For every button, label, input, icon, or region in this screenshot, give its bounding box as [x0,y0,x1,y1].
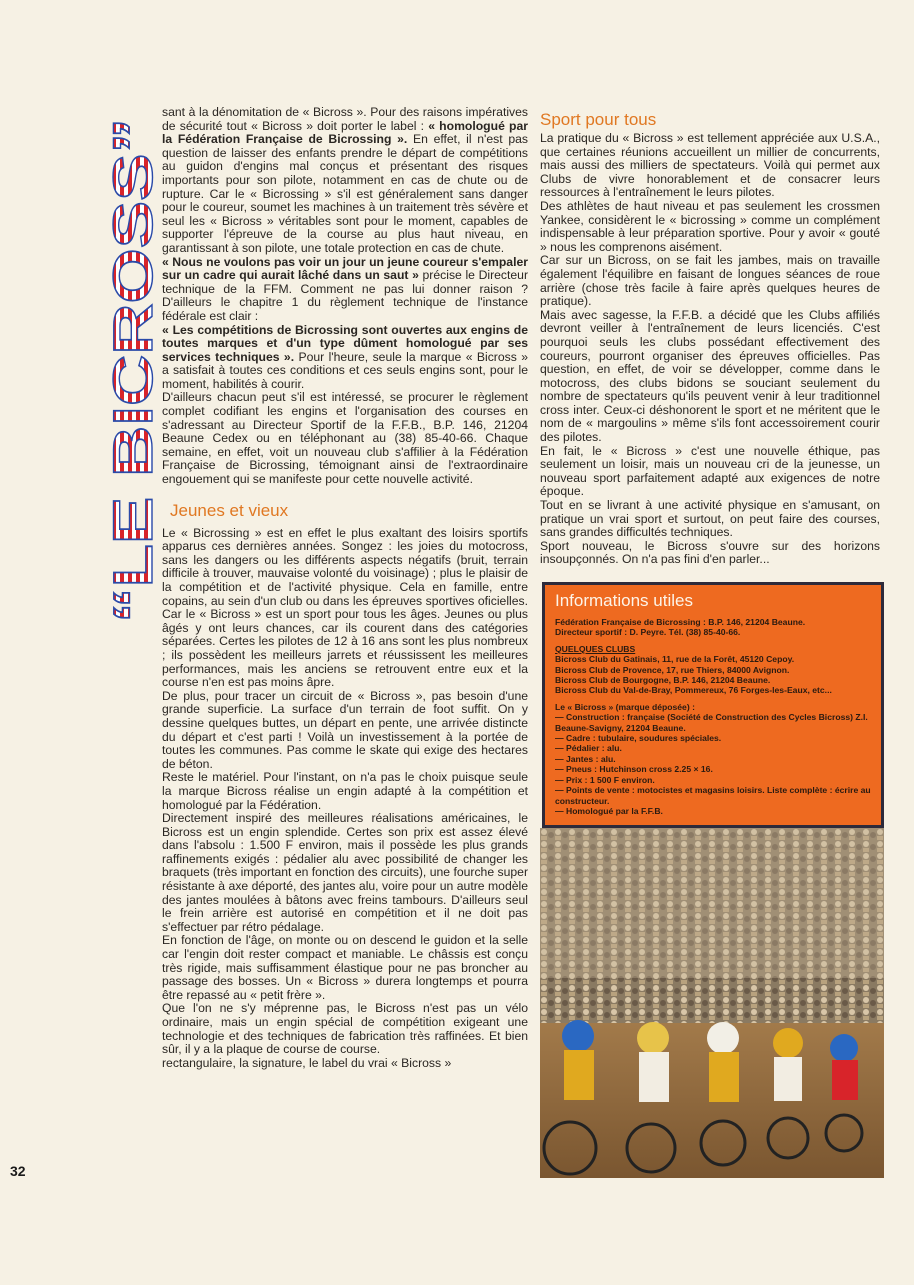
vertical-title-text: “LE BICROSS” [101,224,164,623]
right-paragraph: Mais avec sagesse, la F.F.B. a décidé que les Clubs affiliés devront veiller à l'entraînement de leurs licenciés. C'est pourquoi seuls les clubs possédant effectivement des coureurs, pourront organiser des épreuves officielles. Pas question, en effet, de voir se développer, comme dans le motocross, des clubs bidons se souciant seulement du nombre de spectateurs qu'ils peuvent venir à leur traditionnel cross inter. Ceux-ci déshonorent le sport et ne méritent que le nom de « margoulins » même s'ils font accessoirement courir des pilotes. [540,307,880,445]
left-paragraph: Reste le matériel. Pour l'instant, on n'a pas le choix puisque seule la marque Bicross réalise un engin adapté à la compétition et homologué par la Fédération. [162,770,528,812]
info-clubs-heading: QUELQUES CLUBS [555,643,636,654]
left-paragraph [162,106,528,256]
club-item: Bicross Club de Bourgogne, B.P. 146, 21204 Beaune. [555,675,771,686]
text-run: sant à la dénomitation de « Bicross ». Pour des raisons impératives de sécurité tout « Bicross » doit porter le label : [162,105,528,133]
spec-item: — Homologué par la F.F.B. [555,805,663,816]
text-run: Pour l'heure, seule la marque « Bicross » a satisfait à toutes ces conditions et ces seuls engins sont, pour le moment, habilités à courir. [162,349,528,391]
left-paragraph: Directement inspiré des meilleures réalisations américaines, le Bicross est un engin splendide. Certes son prix est assez élevé dans l'absolu : 1.500 F environ, mais il possède les plus grands raffinements exigés : pédalier alu avec possibilité de changer les braquets (très important en fonction des circuits), une fourche super résistante à axe déporté, des jantes alu, voire pour un autre modèle des jantes moulées à bâtons avec freins tambours. D'ailleurs seul le frein arrière est autorisé en compétition et il ne doit pas s'effectuer par rétro pédalage. [162,811,528,934]
text-run-bold: « homologué par la Fédération Française de Bicrossing ». [162,118,528,147]
spec-item: — Pédalier : alu. [555,743,622,754]
left-paragraph [162,256,528,324]
right-column [540,110,880,567]
info-federation: Fédération Française de Bicrossing : B.P. 146, 21204 Beaune. [555,617,806,627]
rule-quote-bold: « Les compétitions de Bicrossing sont ouvertes aux engins de toutes marques et d'un type dûment homologué par ses services techniques ». [162,322,528,364]
right-paragraph: Sport nouveau, le Bicross s'ouvre sur des horizons insoupçonnés. On n'a pas fini d'en parler... [540,538,880,567]
section-title-sport-pour-tous: Sport pour tous [540,110,657,129]
left-paragraph: Que l'on ne s'y méprenne pas, le Bicross n'est pas un vélo ordinaire, mais un engin spécial de compétition exigeant une technologie et des techniques de fabrication très raffinées. Et bien sûr, il y a la plaque de course de course. [162,1001,528,1057]
left-paragraph: En fonction de l'âge, on monte ou on descend le guidon et la selle car l'engin doit rester compact et maniable. Le châssis est conçu très rigide, mais suffisamment élastique pour ne pas broncher au passage des bosses. Un « Bicross » durera longtemps et pourra être repassé au « petit frère ». [162,933,528,1002]
club-item: Bicross Club du Val-de-Bray, Pommereux, 76 Forges-les-Eaux, etc... [555,685,832,696]
left-paragraph: rectangulaire, la signature, le label du vrai « Bicross » [162,1055,452,1070]
photo-illustration [540,828,884,1178]
quote-bold: « Nous ne voulons pas voir un jour un jeune coureur s'empaler sur un cadre qui aurait lâché dans un saut » [162,254,528,283]
section-title-jeunes-et-vieux: Jeunes et vieux [170,500,289,520]
text-run: En effet, il n'est pas question de laisser des enfants prendre le départ de compétitions au guidon d'engins mal conçus et présentant des risques importants pour son pilote, notamment en cas de chute ou de rupture. Car le « Bicrossing » s'il est généralement sans danger pour le coureur, soumet les machines à un traitement très sévère et seul les « Bicross » véritables sont pour le moment, capables de supporter l'épreuve de la course au plus haut niveau, en garantissant à son pilote, une totale protection en cas de chute. [162,132,528,255]
info-director: Directeur sportif : D. Peyre. Tél. (38) 85-40-66. [555,627,741,638]
left-paragraph: D'ailleurs chacun peut s'il est intéressé, se procurer le règlement complet codifiant les engins et l'organisation des courses en s'adressant au Directeur Sportif de la F.F.B., B.P. 146, 21204 Beaune Cedex ou en téléphonant au (38) 85-40-66. Chaque semaine, en effet, voit un nouveau club s'affilier à la Fédération Française de Bicrossing, témoignant ainsi de l'extraordinaire engouement qui se manifeste pour cette nouvelle activité. [162,390,528,487]
club-item: Bicross Club de Provence, 17, rue Thiers, 84000 Avignon. [555,664,790,675]
info-box-title: Informations utiles [555,591,693,610]
spec-item: — Prix : 1 500 F environ. [555,774,655,785]
left-paragraph: Le « Bicrossing » est en effet le plus exaltant des loisirs sportifs apparus ces dernières années. Songez : les joies du motocross, sans les dangers ou les différents aspects négatifs (bruit, terrain difficile à trouver, mauvaise volonté du voisinage) ; plus le plaisir de la compétition et de l'activité physique. Cela en famille, entre copains, au sein d'un club ou dans les épreuves sportives oficielles. Car le « Bicross » est un sport pour tous les âges. Jeunes ou plus âgés y ont leurs chances, car ils courent dans des catégories séparées. Certes les pilotes de 12 à 16 ans sont les plus nombreux ; ils possèdent les meilleurs jarrets et réussissent les meilleures performances, mais les anciens se retrouvent entre eux et la course n'en est pas moins âpre. [162,525,528,690]
left-column [162,106,528,1070]
spec-item: — Points de vente : motocistes et magasins loisirs. Liste complète : écrire au constructeur. [555,785,871,806]
spec-item: — Pneus : Hutchinson cross 2.25 × 16. [555,764,713,775]
text-run: précise le Directeur technique de la FFM. Comment ne pas lui donner raison ? D'ailleurs le chapitre 1 du règlement technique de l'instance fédérale est clair : [162,268,529,323]
club-item: Bicross Club du Gatinais, 11, rue de la Forêt, 45120 Cepoy. [555,654,795,665]
left-paragraph [162,324,528,392]
info-box [542,582,884,828]
right-paragraph: Tout en se livrant à une activité physique en s'amusant, on pratique un vrai sport et surtout, on peut faire des courses, sans grandes difficultés techniques. [540,498,880,540]
right-paragraph: Car sur un Bicross, on se fait les jambes, mais on travaille également l'équilibre en faisant de longues séances de roue arrière (chose très facile à faire après quelques heures de pratique). [540,253,880,309]
right-paragraph: La pratique du « Bicross » est tellement appréciée aux U.S.A., que certaines réunions accueillent un millier de concurrents, mais aussi des milliers de spectateurs. Voilà qui permet aux Clubs de vivre honorablement et de consacrer leurs ressources à l'entraînement le leurs pilotes. [540,131,880,200]
spec-item: — Cadre : tubulaire, soudures spéciales. [555,733,722,744]
race-start-photo [540,828,884,1178]
right-paragraph: Des athlètes de haut niveau et pas seulement les crossmen Yankee, considèrent le « bicrossing » comme un complément indispensable à leur préparation sportive. Pour y avoir « gouté » nous les comprenons aisément. [540,198,880,254]
info-brand-heading: Le « Bicross » (marque déposée) : [555,701,695,712]
right-paragraph: En fait, le « Bicross » c'est une nouvelle éthique, pas seulement un loisir, mais un nouveau cri de la jeunesse, un nouveau sport parfaitement adapté aux exigences de notre époque. [540,443,880,499]
vertical-title-graphic [101,108,170,628]
page-number: 32 [10,1163,26,1179]
vertical-title [101,108,170,628]
spec-item: — Jantes : alu. [555,753,616,764]
left-paragraph: De plus, pour tracer un circuit de « Bicross », pas besoin d'une grande superficie. La surface d'un terrain de foot suffit. On y dessine quelques buttes, un départ en pente, une arrivée distincte du départ et c'est parti ! Voilà un investissement à la portée de toutes les communes. Pas comme le skate qui exige des hectares de béton. [162,688,528,771]
spec-item: — Construction : française (Société de Construction des Cycles Bicross) Z.I. Beaune-Savigny, 21204 Beaune. [555,712,868,733]
